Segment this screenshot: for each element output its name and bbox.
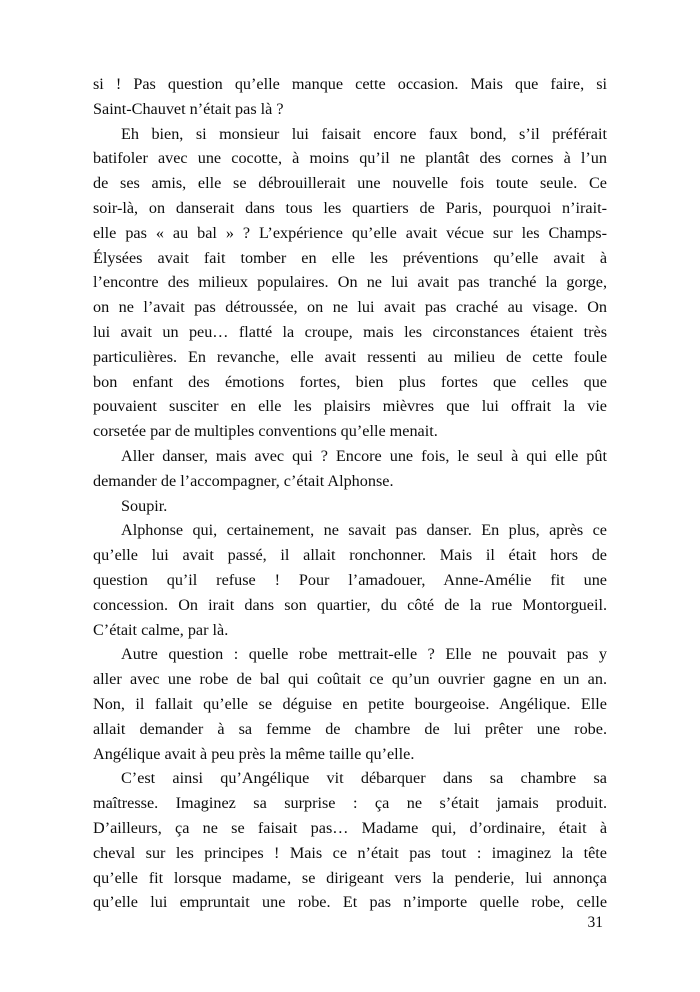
paragraph	[93, 642, 607, 766]
text-line: de ses amis, elle se débrouillerait une nouvelle fois toute seule. Ce	[93, 174, 607, 193]
paragraph	[93, 518, 607, 642]
text-line: Saint-Chauvet n’était pas là ?	[93, 99, 284, 118]
text-line: question qu’il refuse ! Pour l’amadouer, Anne-Amélie fit une	[93, 570, 607, 589]
text-line: C’était calme, par là.	[93, 620, 229, 639]
page-number: 31	[587, 914, 603, 931]
text-line: batifoler avec une cocotte, à moins qu’il ne plantât des cornes à l’un	[93, 149, 607, 168]
text-line: si ! Pas question qu’elle manque cette occasion. Mais que faire, si	[93, 75, 607, 93]
text-line: lui avait un peu… flatté la croupe, mais les circonstances étaient très	[93, 322, 607, 341]
text-line: allait demander à sa femme de chambre de lui prêter une robe.	[93, 719, 607, 738]
text-line: Soupir.	[121, 496, 168, 515]
text-line: pouvaient susciter en elle les plaisirs mièvres que lui offrait la vie	[93, 397, 607, 416]
text-line: aller avec une robe de bal qui coûtait ce qu’un ouvrier gagne en un an.	[93, 670, 607, 689]
paragraph	[93, 494, 607, 519]
text-line: Eh bien, si monsieur lui faisait encore faux bond, s’il préférait	[121, 124, 607, 143]
paragraph	[93, 766, 607, 915]
body-text	[93, 72, 607, 915]
text-line: elle pas « au bal » ? L’expérience qu’elle avait vécue sur les Champs-	[93, 223, 607, 242]
text-line: C’est ainsi qu’Angélique vit débarquer dans sa chambre sa	[121, 769, 607, 788]
text-line: maîtresse. Imaginez sa surprise : ça ne s’était jamais produit.	[93, 794, 607, 813]
text-line: D’ailleurs, ça ne se faisait pas… Madame qui, d’ordinaire, était à	[93, 818, 607, 837]
text-line: qu’elle lui empruntait une robe. Et pas n’importe quelle robe, celle	[93, 893, 607, 912]
text-line: concession. On irait dans son quartier, du côté de la rue Montorgueil.	[93, 595, 607, 614]
text-line: Alphonse qui, certainement, ne savait pas danser. En plus, après ce	[121, 521, 607, 540]
text-line: bon enfant des émotions fortes, bien plus fortes que celles que	[93, 372, 607, 391]
text-line: on ne l’avait pas détroussée, on ne lui avait pas craché au visage. On	[93, 298, 607, 317]
text-line: qu’elle lui avait passé, il allait ronchonner. Mais il était hors de	[93, 546, 607, 565]
text-line: l’encontre des milieux populaires. On ne lui avait pas tranché la gorge,	[93, 273, 607, 292]
text-line: corsetée par de multiples conventions qu’elle menait.	[93, 422, 438, 441]
paragraph	[93, 122, 607, 444]
text-line: cheval sur les principes ! Mais ce n’était pas tout : imaginez la tête	[93, 843, 607, 862]
text-line: Angélique avait à peu près la même taille qu’elle.	[93, 744, 415, 763]
text-line: soir-là, on danserait dans tous les quartiers de Paris, pourquoi n’irait-	[93, 198, 607, 217]
text-line: Non, il fallait qu’elle se déguise en petite bourgeoise. Angélique. Elle	[93, 694, 607, 713]
text-line: Autre question : quelle robe mettrait-elle ? Elle ne pouvait pas y	[121, 645, 607, 664]
text-line: Élysées avait fait tomber en elle les préventions qu’elle avait à	[93, 248, 607, 267]
text-line: Aller danser, mais avec qui ? Encore une fois, le seul à qui elle pût	[121, 446, 607, 465]
paragraph	[93, 72, 607, 122]
text-line: demander de l’accompagner, c’était Alphonse.	[93, 471, 394, 490]
text-line: particulières. En revanche, elle avait ressenti au milieu de cette foule	[93, 347, 607, 366]
text-line: qu’elle fit lorsque madame, se dirigeant vers la penderie, lui annonça	[93, 868, 607, 887]
paragraph	[93, 444, 607, 494]
